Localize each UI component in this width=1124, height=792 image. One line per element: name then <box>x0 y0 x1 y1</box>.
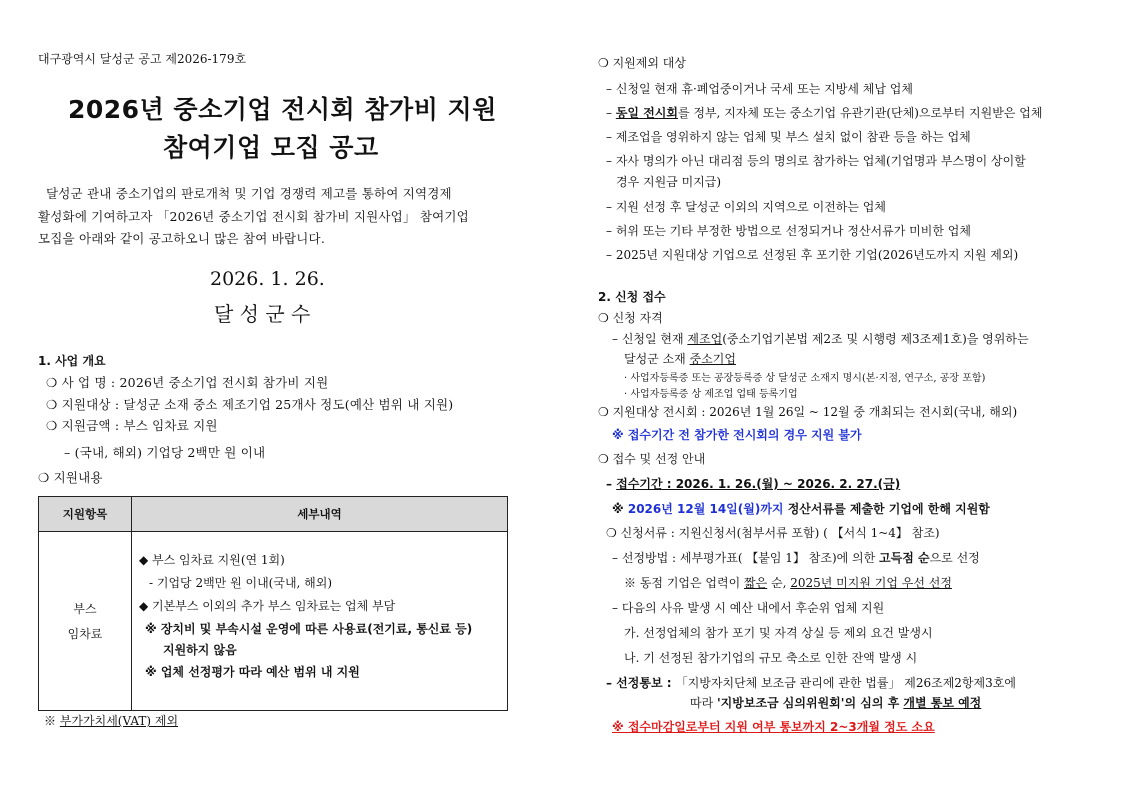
support-table <box>38 496 508 711</box>
target-exhibition: ❍ 지원대상 전시회 : 2026년 1월 26일 ~ 12월 중 개최되는 전시회(국내, 해외) <box>598 405 1018 419</box>
intro-line-2: 활성화에 기여하고자 「2026년 중소기업 전시회 참가비 지원사업」 참여기업 <box>38 209 469 224</box>
row-label-1: 부스 <box>73 602 97 616</box>
row-detail-cell <box>132 532 508 711</box>
issuer: 달 성 군 수 <box>214 302 311 326</box>
exclusion-item: – 제조업을 영위하지 않는 업체 및 부스 설치 없이 참관 등을 하는 업체 <box>606 130 971 144</box>
reserve-case-a: 가. 선정업체의 참가 포기 및 자격 상실 등 제외 요건 발생시 <box>624 626 933 640</box>
table-row <box>39 532 508 711</box>
qualification-sub-2: · 사업자등록증 상 제조업 업태 등록기업 <box>624 389 798 400</box>
overview-amount-detail: – (국내, 해외) 기업당 2백만 원 이내 <box>64 445 266 460</box>
selection-notice-line-2: 따라 '지방보조금 심의위원회'의 심의 후 개별 통보 예정 <box>690 696 982 710</box>
table-header-detail: 세부내역 <box>132 497 508 532</box>
section2-heading: 2. 신청 접수 <box>598 290 666 304</box>
selection-notice-line-1: – 선정통보 : 「지방자치단체 보조금 관리에 관한 법률」 제26조제2항제3호에 <box>606 676 1016 690</box>
selection-method: – 선정방법 : 세부평가표( 【붙임 1】 참조)에 의한 고득점 순으로 선정 <box>612 551 980 565</box>
page-title-line1: 2026년 중소기업 전시회 참가비 지원 <box>68 95 497 124</box>
page-title-line2: 참여기업 모집 공고 <box>163 133 379 162</box>
exclusion-heading: ❍ 지원제외 대상 <box>598 56 686 70</box>
row-label-2: 임차료 <box>67 627 103 641</box>
vat-note <box>44 712 178 729</box>
detail-line: ◆ 기본부스 이외의 추가 부스 임차료는 업체 부담 <box>139 599 396 613</box>
qualification-line-2: 달성군 소재 중소기업 <box>624 352 736 366</box>
table-header-item: 지원항목 <box>39 497 132 532</box>
receipt-heading: ❍ 접수 및 선정 안내 <box>598 452 706 466</box>
intro-line-1: 달성군 관내 중소기업의 판로개척 및 기업 경쟁력 제고를 통하여 지역경제 <box>46 186 452 201</box>
row-label-cell <box>39 532 132 711</box>
detail-line: ◆ 부스 임차료 지원(연 1회) <box>139 553 285 567</box>
detail-line: ※ 업체 선정평가 따라 예산 범위 내 지원 <box>145 665 360 679</box>
notice-number: 대구광역시 달성군 공고 제2026-179호 <box>38 52 247 66</box>
blue-notice: ※ 접수기간 전 참가한 전시회의 경우 지원 불가 <box>612 428 862 442</box>
application-docs: ❍ 신청서류 : 지원신청서(첨부서류 포함) ( 【서식 1~4】 참조) <box>606 526 940 540</box>
note-mark: ※ <box>44 714 57 728</box>
exclusion-item: – 신청일 현재 휴·폐업중이거나 국세 또는 지방세 체납 업체 <box>606 82 913 96</box>
settlement-notice: ※ 2026년 12월 14일(월)까지 정산서류를 제출한 기업에 한해 지원함 <box>612 502 990 516</box>
reserve-case-b: 나. 기 선정된 참가기업의 규모 축소로 인한 잔액 발생 시 <box>624 651 918 665</box>
qualification-sub-1: · 사업자등록증 또는 공장등록증 상 달성군 소재지 명시(본·지점, 연구소, 공장 포함) <box>624 373 986 384</box>
qualification-heading: ❍ 신청 자격 <box>598 311 663 325</box>
detail-line: 지원하지 않음 <box>163 643 237 657</box>
exclusion-item: – 허위 또는 기타 부정한 방법으로 선정되거나 정산서류가 미비한 업체 <box>606 224 971 238</box>
exclusion-item: – 동일 전시회를 정부, 지자체 또는 중소기업 유관기관(단체)으로부터 지원받은 업체 <box>606 106 1043 120</box>
qualification-line-1: – 신청일 현재 제조업(중소기업기본법 제2조 및 시행령 제3조제1호)을 영위하는 <box>612 332 1029 346</box>
vat-note-text: 부가가치세(VAT) 제외 <box>59 714 179 728</box>
overview-project-name: ❍ 사 업 명 : 2026년 중소기업 전시회 참가비 지원 <box>46 375 329 390</box>
exclusion-item-cont: 경우 지원금 미지급) <box>616 175 722 189</box>
exclusion-item: – 자사 명의가 아닌 대리점 등의 명의로 참가하는 업체(기업명과 부스명이 상이할 <box>606 154 1026 168</box>
reserve-support: – 다음의 사유 발생 시 예산 내에서 후순위 업체 지원 <box>612 601 885 615</box>
overview-content: ❍ 지원내용 <box>38 470 103 485</box>
intro-line-3: 모집을 아래와 같이 공고하오니 많은 참여 바랍니다. <box>38 231 325 246</box>
notice-date: 2026. 1. 26. <box>210 268 325 290</box>
section1-heading: 1. 사업 개요 <box>38 354 106 368</box>
exclusion-item: – 2025년 지원대상 기업으로 선정된 후 포기한 기업(2026년도까지 지원 제외) <box>606 248 1019 262</box>
same-exhibition: 동일 전시회 <box>615 106 678 120</box>
final-red-notice: ※ 접수마감일로부터 지원 여부 통보까지 2~3개월 정도 소요 <box>612 720 935 734</box>
application-period: – 접수기간 : 2026. 1. 26.(월) ~ 2026. 2. 27.(금) <box>606 477 901 491</box>
tie-break-note: ※ 동점 기업은 업력이 짧은 순, 2025년 미지원 기업 우선 선정 <box>624 576 952 590</box>
overview-amount: ❍ 지원금액 : 부스 임차료 지원 <box>46 418 218 433</box>
overview-target: ❍ 지원대상 : 달성군 소재 중소 제조기업 25개사 정도(예산 범위 내 지원) <box>46 397 454 412</box>
detail-line: ※ 장치비 및 부속시설 운영에 따른 사용료(전기료, 통신료 등) <box>145 622 473 636</box>
exclusion-item: – 지원 선정 후 달성군 이외의 지역으로 이전하는 업체 <box>606 200 886 214</box>
detail-line: - 기업당 2백만 원 이내(국내, 해외) <box>149 576 333 590</box>
